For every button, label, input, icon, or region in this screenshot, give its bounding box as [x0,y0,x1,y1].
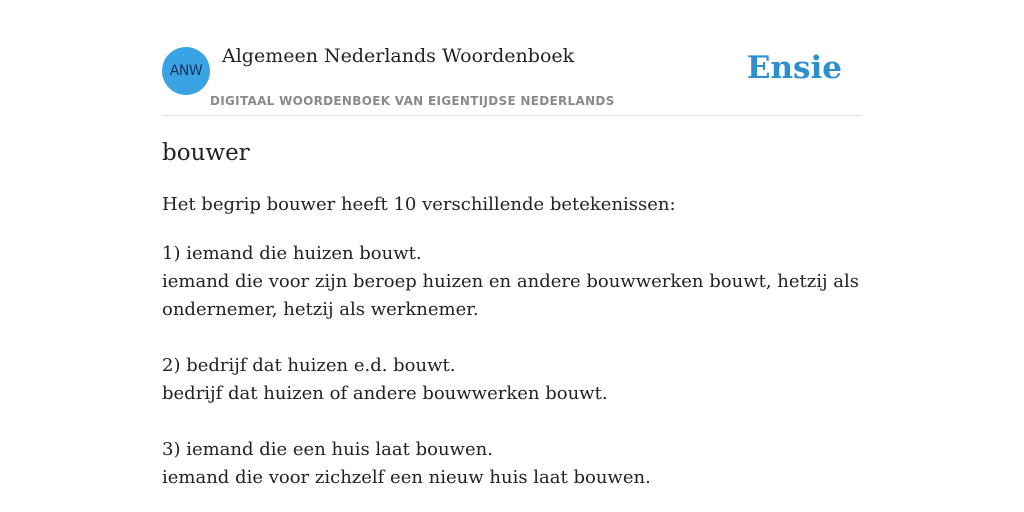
ensie-brand-link[interactable]: Ensie [746,50,842,86]
meaning-definition: iemand die voor zichzelf een nieuw huis laat bouwen. [162,467,651,488]
meaning-definition: iemand die voor zijn beroep huizen en andere bouwwerken bouwt, hetzij als ondernemer, hetzij als werknemer. [162,271,860,320]
meaning-heading: 1) iemand die huizen bouwt. [162,243,422,264]
entry-word-title: bouwer [162,140,250,166]
site-title[interactable]: Algemeen Nederlands Woordenboek [222,45,575,67]
page-container [162,0,862,488]
meaning-heading: 3) iemand die een huis laat bouwen. [162,439,493,460]
site-header [162,0,862,116]
meaning-item [162,352,862,408]
anw-logo[interactable]: ANW [162,47,210,95]
meanings-list [162,240,862,512]
entry-intro: Het begrip bouwer heeft 10 verschillende betekenissen: [162,194,676,215]
meaning-heading: 2) bedrijf dat huizen e.d. bouwt. [162,355,456,376]
meaning-definition: bedrijf dat huizen of andere bouwwerken bouwt. [162,383,608,404]
site-subtitle: DIGITAAL WOORDENBOEK VAN EIGENTIJDSE NEDERLANDS [210,94,615,108]
meaning-item [162,240,862,324]
meaning-item [162,436,862,492]
